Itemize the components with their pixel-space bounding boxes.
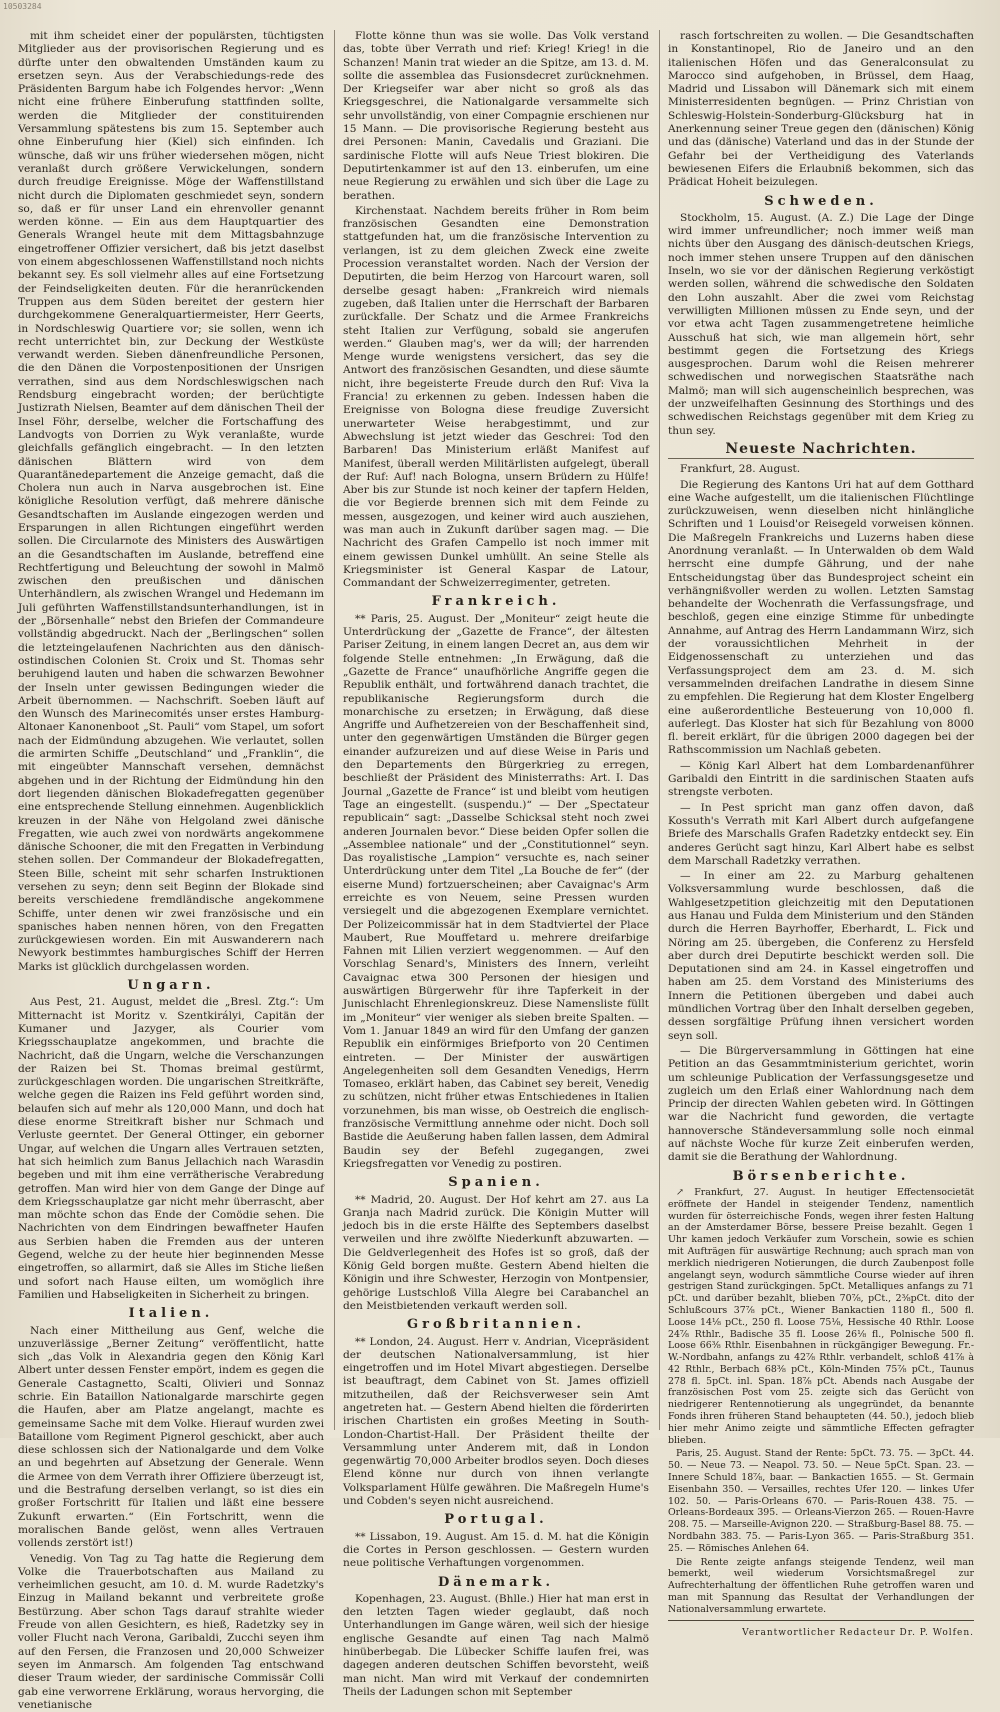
- article-paragraph: Kirchenstaat. Nachdem bereits früher in Rom beim französischen Gesandten eine Demonstration stattgefunden hat, um die französische Intervention zu verlangen, ist zu dem gleichen Zweck eine zweite Procession veranstaltet worden. Nach der Version der Deputirten, die beim Herzog von Harcourt waren, soll derselbe gesagt haben: „Frankreich wird niemals zugeben, daß Italien unter die Herrschaft der Barbaren zurückfalle. Der Schatz und die Armee Frankreichs steht Italien zur Verfügung, sobald sie angerufen werden.“ Glauben mag's, wer da will; der harrenden Menge wurde wenigstens versichert, das sey die Antwort des französischen Gesandten, und diese säumte nicht, ihre begeisterte Freude durch den Ruf: Viva la Francia! zu erkennen zu geben. Indessen haben die Ereignisse von Bologna diese freudige Zuversicht unerwarteter Weise herabgestimmt, und zur Abwechslung ist jetzt wieder das Geschrei: Tod den Barbaren! Das Ministerium erläßt Manifest auf Manifest, überall werden Militärlisten aufgelegt, überall der Ruf: Auf! nach Bologna, unsern Brüdern zu Hülfe! Aber bis zur Stunde ist noch keiner der tapfern Helden, die vor Begierde brennen sich mit dem Feinde zu messen, ausgezogen, und keiner wird auch ausziehen, was man auch in Zukunft darüber sagen mag. — Die Nachricht des Grafen Campello ist noch immer mit einem gewissen Dunkel umhüllt. An seine Stelle als Kriegsminister ist General Kaspar de Latour, Commandant der Schweizerregimenter, getreten.: [343, 204, 649, 590]
- section-heading: Spanien.: [448, 1175, 544, 1191]
- article-paragraph: — Die Bürgerversammlung in Göttingen hat eine Petition an das Gesammtministerium gerichtet, worin um schleunige Publication der Verfassungsgesetze und zugleich um den Erlaß einer Wahlordnung nach dem Princip der directen Wahlen gebeten wird. In Göttingen war die Nachricht fund geworden, die vertagte hannoversche Ständeversammlung solle noch einmal auf nächste Woche für kurze Zeit einberufen werden, damit sie die Berathung der Wahlordnung.: [668, 1044, 974, 1164]
- page-id-label: 10503284: [3, 2, 42, 11]
- market-report-paragraph: Die Rente zeigte anfangs steigende Tendenz, weil man bemerkt, weil wiederum Vorsichtsmaßregel zur Aufrechterhaltung der öffentlichen Ruhe getroffen waren und man mit Spannung das Resultat der Verhandlungen der Nationalversammlung erwartete.: [668, 1556, 974, 1615]
- column-rule: [659, 30, 660, 1430]
- article-paragraph: — König Karl Albert hat dem Lombardenanführer Garibaldi den Eintritt in die sardinischen Staaten aufs strengste verboten.: [668, 759, 974, 799]
- market-report-paragraph: Paris, 25. August. Stand der Rente: 5pCt. 73. 75. — 3pCt. 44. 50. — Neue 73. — Neapol. 73. 50. — Neue 5pCt. Span. 23. — Innere Schuld 18⅞, baar. — Bankactien 1655. — St. Germain Eisenbahn 350. — Versailles, rechtes Ufer 120. — linkes Ufer 102. 50. — Paris-Orleans 670. — Paris-Rouen 438. 75. — Orleans-Bordeaux 395. — Orleans-Vierzon 265. — Rouen-Havre 208. 75. — Marseille-Avignon 220. — Straßburg-Basel 88. 75. — Nordbahn 383. 75. — Paris-Lyon 365. — Paris-Straßburg 351. 25. — Römisches Anlehen 64.: [668, 1448, 974, 1554]
- article-paragraph: Flotte könne thun was sie wolle. Das Volk verstand das, tobte über Verrath und rief: Krieg! Krieg! in die Schanzen! Manin trat wieder an die Spitze, am 13. d. M. sollte die assemblea das Fusionsdecret zurücknehmen. Der Kriegseifer war aber nicht so groß als das Kriegsgeschrei, die Nationalgarde versammelte sich sehr unvollständig, von einer Compagnie erschienen nur 15 Mann. — Die provisorische Regierung besteht aus drei Personen: Manin, Cavedalis und Graziani. Die sardinische Flotte will aufs Neue Triest blokiren. Die Deputirtenkammer ist auf den 13. einberufen, um eine neue Regierung zu erwählen und sich über die Lage zu berathen.: [343, 30, 649, 202]
- section-heading: Dänemark.: [438, 1574, 554, 1590]
- column-left: [18, 30, 324, 1711]
- section-heading: Portugal.: [444, 1512, 548, 1528]
- article-paragraph: mit ihm scheidet einer der populärsten, tüchtigsten Mitglieder aus der provisorischen Regierung und es dürfte unter den obwaltenden Umständen kaum zu ersetzen seyn. Aus der Verabschiedungs-rede des Präsidenten Bargum habe ich Folgendes hervor: „Wenn nicht eine frühere Einberufung stattfinden sollte, werden die Mitglieder der constituirenden Versammlung spätestens bis zum 15. September auch ohne Einberufung hier (Kiel) sich einfinden. Ich wünsche, daß wir uns früher wiedersehen mögen, nicht veranlaßt durch größere Verwickelungen, sondern durch freudige Ereignisse. Möge der Waffenstillstand nicht durch die Diplomaten geschmiedet seyn, sondern so, daß er für unser Land ein ehrenvoller genannt werden könne. — Ein aus dem Hauptquartier des Generals Wrangel heute mit dem Mittagsbahnzuge eingetroffener Offizier versichert, daß bis jetzt daselbst von einem abgeschlossenen Waffenstillstand noch nichts bekannt sey. Es soll vielmehr alles auf eine Fortsetzung der Feindseligkeiten deuten. Für die heranrückenden Truppen aus dem Süden bereitet der gestern hier durchgekommene Generalquartiermeister, Herr Geerts, in Nordschleswig Quartiere vor; sie sollen, wenn ich recht unterrichtet bin, zur Deckung der Westküste verwandt werden. Sieben dänenfreundliche Personen, die den Dänen die Vorpostenpositionen der Unsrigen verrathen, sind aus dem Nordschleswigschen nach Rendsburg eingebracht worden; der berüchtigte Justizrath Nielsen, Beamter auf dem dänischen Theil der Insel Föhr, derselbe, welcher die Fortschaffung des Landvogts von Dorrien zu Wyk veranlaßte, wurde gleichfalls gefänglich eingebracht. — In den letzten dänischen Blättern wird von dem Quarantänedepartement die Anzeige gemacht, daß die Cholera nun auch in Narva ausgebrochen ist. Eine königliche Resolution verfügt, daß mehrere dänische Gesandtschaften im Auslande eingezogen werden und Ersparungen in allen Richtungen eingeführt werden sollen. Die Circularnote des Ministers des Auswärtigen an die Gesandtschaften im Auslande, betreffend eine Rechtfertigung und Beleuchtung der sowohl in Malmö zwischen den preußischen und dänischen Unterhändlern, als zwischen Wrangel und Hedemann im Juli geführten Waffenstillstandsunterhandlungen, ist in der „Börsenhalle“ nebst den Briefen der Commandeure vollständig abgedruckt. Nach der „Berlingschen“ sollen die letzteingelaufenen Nachrichten aus den dänisch-ostindischen Colonien St. Croix und St. Thomas sehr beruhigend lauten und haben die schwarzen Bewohner der Inseln unter gewissen Bedingungen wieder die Arbeit übernommen. — Nachschrift. Soeben läuft auf den Wunsch des Marinecomités unser erstes Hamburg-Altonaer Kanonenboot „St. Pauli“ vom Stapel, um sofort nach der Eidmündung abzugehen. Wie verlautet, sollen die armirten Schiffe „Deutschland“ und „Franklin“, die mit eingeübter Mannschaft versehen, demnächst abgehen und in der Richtung der Eidmündung hin den dort liegenden dänischen Blokadefregatten gegenüber eine entsprechende Stellung einnehmen. Augenblicklich kreuzen in der Nähe von Helgoland zwei dänische Fregatten, wie auch zwei von nordwärts angekommene dänische Schooner, die mit den Fregatten in Verbindung stehen sollen. Der Commandeur der Blokadefregatten, Steen Bille, scheint mit sehr scharfen Instruktionen versehen zu seyn; denn seit Beginn der Blokade sind bereits verschiedene fremdländische angekommene Schiffe, unter denen wir zwei französische und ein spanisches haben nennen hören, von den Fregatten zurückgewiesen worden. Ein mit Auswanderern nach Newyork bestimmtes hamburgisches Schiff der Herren Marks ist glücklich durchgelassen worden.: [18, 30, 324, 973]
- article-paragraph: ** Madrid, 20. August. Der Hof kehrt am 27. aus La Granja nach Madrid zurück. Die Königin Mutter will jedoch bis in die erste Hälfte des Septembers daselbst verweilen und ihre zwölfte Niederkunft abzuwarten. — Die Geldverlegenheit des Hofes ist so groß, daß der König Geld borgen mußte. Gestern Abend hielten die Königin und ihre Schwester, Herzogin von Montpensier, gehörige Lustschloß Villa Alegre bei Carabanchel an den Meistbietenden verkauft werden soll.: [343, 1193, 649, 1312]
- section-heading: Großbritannien.: [407, 1317, 585, 1333]
- article-paragraph: ** London, 24. August. Herr v. Andrian, Vicepräsident der deutschen Nationalversammlung, ist hier eingetroffen und im Hotel Mivart abgestiegen. Derselbe ist beauftragt, dem Cabinet von St. James offiziell mitzutheilen, daß der Reichsverweser sein Amt angetreten hat. — Gestern Abend hielten die förderirten irischen Chartisten ein großes Meeting in South-London-Chartist-Hall. Der Präsident theilte der Versammlung unter Anderem mit, daß in London gegenwärtig 70,000 Arbeiter brodlos seyen. Doch dieses Elend könne nur durch von ihnen verlangte Volksparlament Hülfe gewähren. Die Maßregeln Hume's und Cobden's seyen nicht ausreichend.: [343, 1335, 649, 1508]
- article-paragraph: rasch fortschreiten zu wollen. — Die Gesandtschaften in Konstantinopel, Rio de Janeiro und an den italienischen Höfen und das Generalconsulat zu Marocco sind aufgehoben, in Brüssel, dem Haag, Madrid und Lissabon will Dänemark sich mit einem Ministerresidenten begnügen. — Prinz Christian von Schleswig-Holstein-Sonderburg-Glücksburg hat in Anerkennung seiner Treue gegen den (dänischen) König und das (dänische) Vaterland und das in der Stunde der Gefahr bei der Vertheidigung des Vaterlands bewiesenen Eifers die Erlaubniß bekommen, sich das Prädicat Hoheit beizulegen.: [668, 30, 974, 189]
- market-report: [668, 1557, 974, 1616]
- article-paragraph: ** Paris, 25. August. Der „Moniteur“ zeigt heute die Unterdrückung der „Gazette de France“, der ältesten Pariser Zeitung, in einem langen Decret an, aus dem wir folgende Stelle entnehmen: „In Erwägung, daß die „Gazette de France“ unaufhörliche Angriffe gegen die Republik enthält, und fortwährend danach trachtet, die republikanische Regierungsform durch die monarchische zu ersetzen; in Erwägung, daß diese Angriffe und Aufhetzereien von der Beschaffenheit sind, unter den gegenwärtigen Umständen die Bürger gegen einander aufzureizen und auf diese Weise in Paris und den Departements den Bürgerkrieg zu erregen, beschließt der Präsident des Ministerraths: Art. I. Das Journal „Gazette de France“ ist und bleibt vom heutigen Tage an eingestellt. (suspendu.)“ — Der „Spectateur republicain“ sagt: „Dasselbe Schicksal steht noch zwei anderen Journalen bevor.“ Diese beiden Opfer sollen die „Assemblee nationale“ und der „Constitutionnel“ seyn. Das royalistische „Lampion“ versuchte es, nach seiner Unterdrückung unter dem Titel „La Bouche de fer“ (der eiserne Mund) fortzuerscheinen; aber Cavaignac's Arm erreichte es von Neuem, seine Pressen wurden versiegelt und die abgezogenen Exemplare vernichtet. Der Polizeicommissär hat in dem Stadtviertel der Place Maubert, Rue Mouffetard u. mehrere dreifarbige Fahnen mit Lilien verziert weggenommen. — Auf den Vorschlag Senard's, Ministers des Innern, verleiht Cavaignac etwa 300 Personen der hiesigen und auswärtigen Bürgerwehr für ihre Tapferkeit in der Junischlacht Ehrenlegionskreuz. Diese Namensliste füllt im „Moniteur“ vier weniger als sieben breite Spalten. — Vom 1. Januar 1849 an wird für den Umfang der ganzen Republik ein einförmiges Briefporto von 20 Centimen eintreten. — Der Minister der auswärtigen Angelegenheiten soll dem Gesandten Venedigs, Herrn Tomaseo, erklärt haben, das Cabinet sey bereit, Venedig zu schützen, nicht früher etwas Entschiedenes in Italien vorzunehmen, bis man wisse, ob Oestreich die englisch-französische Vermittlung annehme oder nicht. Doch soll Bastide die Aeußerung haben fallen lassen, dem Admiral Baudin sey der Befehl zugegangen, zwei Kriegsfregatten vor Venedig zu postiren.: [343, 612, 649, 1170]
- article-paragraph: Venedig. Von Tag zu Tag hatte die Regierung dem Volke die Trauerbotschaften aus Mailand zu verheimlichen gesucht, am 10. d. M. wurde Radetzky's Einzug in Mailand bekannt und verbreitete große Bestürzung. Aber schon Tags darauf strahlte wieder Freude von allen Gesichtern, es hieß, Radetzky sey in voller Flucht nach Verona, Garibaldi, Zucchi seyen ihm auf den Fersen, die Franzosen und 20,000 Schweizer seyen im Anmarsch. Am folgenden Tag entschwand dieser Traum wieder, der sardinische Commissär Colli gab eine verworrene Erklärung, woraus hervorging, die venetianische: [18, 1552, 324, 1711]
- column-middle: [343, 30, 649, 1698]
- section-heading: Italien.: [128, 1306, 214, 1322]
- column-rule: [334, 30, 335, 1430]
- article-paragraph: Stockholm, 15. August. (A. Z.) Die Lage der Dinge wird immer unfreundlicher; noch immer weiß man nichts über den Ausgang des dänisch-deutschen Kriegs, noch immer stehen unsere Truppen auf den dänischen Inseln, wo sie vor der dänischen Regierung verköstigt werden sollen, während die schwedische den Soldaten den Lohn auszahlt. Aber die zwei vom Reichstag verwilligten Millionen müssen zu Ende seyn, und der vor etwa acht Tagen zusammengetretene heimliche Ausschuß hat sich, wie man allgemein hört, sehr bestimmt gegen die Fortsetzung des Kriegs ausgesprochen. Darum wohl die Reisen mehrerer schwedischen und norwegischen Staatsräthe nach Malmö; man will sich augenscheinlich besprechen, was der unzweifelhaften Gesinnung des Storthings und des schwedischen Reichstags gegenüber mit dem Krieg zu thun sey.: [668, 211, 974, 437]
- article-paragraph: Kopenhagen, 23. August. (Bhlle.) Hier hat man erst in den letzten Tagen wieder geglaubt, daß noch Unterhandlungen im Gange wären, weil sich der hiesige englische Gesandte auf einen Tag nach Malmö hinüberbegab. Die Lübecker Schiffe laufen frei, was dagegen anderen deutschen Schiffen bevorsteht, weiß man nicht. Man wird mit Verkauf der condemnirten Theils der Ladungen schon mit September: [343, 1592, 649, 1698]
- article-paragraph: — In einer am 22. zu Marburg gehaltenen Volksversammlung wurde beschlossen, daß die Wahlgesetzpetition gleichzeitig mit den Deputationen aus Hanau und Fulda dem Ministerium und den Ständen durch die Herren Bayrhoffer, Eberhardt, L. Fick und Nöring am 25. übergeben, die Conferenz zu Hersfeld aber durch drei Deputirte beschickt werden soll. Die Deputationen sind am 24. in Kassel eingetroffen und haben am 25. dem Vorstand des Ministeriums des Innern die Petitionen übergeben und dabei auch mündlichen Vortrag über den Inhalt derselben gegeben, dessen sorgfältige Prüfung ihnen versichert worden seyn soll.: [668, 870, 974, 1042]
- section-heading: Ungarn.: [127, 978, 215, 994]
- market-report: [668, 1448, 974, 1554]
- article-paragraph: Frankfurt, 28. August.: [680, 463, 801, 476]
- market-report: [668, 1187, 974, 1447]
- article-paragraph: Nach einer Mittheilung aus Genf, welche die unzuverlässige „Berner Zeitung“ veröffentlicht, hatte sich „das Volk in Alexandria gegen den König Karl Albert unter dessen Fenster empört, indem es gegen die Generale Castagnetto, Scalti, Olivieri und Sonnaz schrie. Ein Bataillon Nationalgarde marschirte gegen die Haufen, aber am Platze angelangt, machte es gemeinsame Sache mit dem Volke. Hierauf wurden zwei Bataillone vom Regiment Pignerol geschickt, aber auch diese schlossen sich der Nationalgarde und dem Volke an und begehrten auf Absetzung der Generale. Wenn die Armee von dem Verrath ihrer Offiziere überzeugt ist, und die Bestrafung derselben verlangt, so ist dies ein großer Fortschritt für Italien und läßt eine bessere Zukunft erwarten.“ (Ein Fortschritt, wenn die moralischen Bande gelöst, wenn alles Vertrauen vollends zerstört ist!): [18, 1324, 324, 1550]
- section-heading: Börsenberichte.: [732, 1168, 910, 1184]
- article-paragraph: — In Pest spricht man ganz offen davon, daß Kossuth's Verrath mit Karl Albert durch aufgefangene Briefe des Marschalls Grafen Radetzky entdeckt sey. Ein anderes Gerücht sagt hinzu, Karl Albert habe es selbst dem Marschall Radetzky verrathen.: [668, 801, 974, 867]
- column-right: [668, 30, 974, 1638]
- section-heading: Schweden.: [764, 193, 878, 209]
- market-report-paragraph: ↗ Frankfurt, 27. August. In heutiger Effectensocietät eröffnete der Handel in steigender Tendenz, namentlich wurden für österreichische Fonds, wegen ihrer festen Haltung an der Amsterdamer Börse, bessere Preise bezahlt. Gegen 1 Uhr kamen jedoch Verkäufer zum Vorschein, sowie es schien mit Aufträgen für auswärtige Rechnung; auch sprach man von merklich niedrigeren Notierungen, die durch Zaubenpost folle angelangt seyn, wodurch sämmtliche Course wieder auf ihren gestrigen Stand zurückgingen. 5pCt. Metalliques anfangs zu 71 pCt. und darüber bezahlt, blieben 70⅞, pCt., 2⅜pCt. dito der Schlußcours 37⅞ pCt., Wiener Bankactien 1180 fl., 500 fl. Loose 14⅛ pCt., 250 fl. Loose 75⅛, Hessische 40 Rthlr. Loose 24⅞ Rthlr., Badische 35 fl. Loose 26⅛ fl., Polnische 500 fl. Loose 66⅜ Rthlr. Eisenbahnen in rückgängiger Bewegung. Fr.-W.-Nordbahn, anfangs zu 42⅞ Rthlr. verbandelt, schloß 41⅞ à 42 Rthlr., Berbach 68⅜ pCt., Köln-Minden 75⅞ pCt., Taunus 278 fl. 5pCt. inl. Span. 18⅞ pCt. Abends nach Ausgabe der französischen Post vom 25. zeigte sich das Gerücht von niedrigerer Rentennotierung als ungegründet, da benannte Fonds ihren früheren Stand behaupteten (44. 50.), jedoch blieb hier mehr Animo zeigte und sämmtliche Effecten gefragter blieben.: [668, 1186, 974, 1446]
- section-heading: Frankreich.: [431, 594, 561, 610]
- article-paragraph: ** Lissabon, 19. August. Am 15. d. M. hat die Königin die Cortes in Person geschlossen. — Gestern wurden neue politische Verhaftungen vorgenommen.: [343, 1530, 649, 1570]
- article-paragraph: Aus Pest, 21. August, meldet die „Bresl. Ztg.“: Um Mitternacht ist Moritz v. Szentkirályi, Capitän der Kumaner und Jazyger, als Courier vom Kriegsschauplatze angekommen, und brachte die Nachricht, daß die Ungarn, welche die Verschanzungen der Raizen bei St. Thomas breimal gestürmt, zurückgeschlagen worden. Die ungarischen Streitkräfte, welche gegen die Raizen ins Feld geführt worden sind, belaufen sich auf mehr als 120,000 Mann, und doch hat diese enorme Streitkraft bisher nur Schmach und Verluste geerntet. Der General Ottinger, ein geborner Ungar, auf welchen die Ungarn alles Vertrauen setzten, hat sich heimlich zum Banus Jellachich nach Warasdin begeben und mit ihm eine verrätherische Verabredung getroffen. Man wird hier von dem Gange der Dinge auf dem Kriegsschauplatze gar nicht mehr überrascht, aber man möchte schon das Ende der Comödie sehen. Die Nachrichten von dem Eindringen bewaffneter Haufen aus Serbien haben die Fremden aus der unteren Gegend, welche zu der heute hier beginnenden Messe eingetroffen, so allarmirt, daß sie Alles im Stiche ließen und sofort nach Hause eilten, um womöglich ihre Familien und Habseligkeiten in Sicherheit zu bringen.: [18, 996, 324, 1301]
- signature-rule: [668, 1620, 974, 1621]
- section-heading: Neueste Nachrichten.: [668, 443, 974, 459]
- article-paragraph: Die Regierung des Kantons Uri hat auf dem Gotthard eine Wache aufgestellt, um die italienischen Flüchtlinge zurückzuweisen, wenn dieselben nicht hinlängliche Schriften und 1 Louisd'or Reisegeld vorweisen können. Die Maßregeln Frankreichs und Luzerns haben diese Anordnung veranlaßt. — In Unterwalden ob dem Wald herrscht eine dumpfe Gährung, und der nahe Entscheidungstag über das Bundesproject scheint ein verhängnißvoller werden zu wollen. Letzten Samstag behandelte der Wochenrath die Verfassungsfrage, und beschloß, gegen eine einzige Stimme für unbedingte Annahme, auf Antrag des Herrn Landammann Wirz, sich der voraussichtlichen Mehrheit in der Eidgenossenschaft zu unterziehen und das Verfassungsproject dem am 23. d. M. sich versammelnden dreifachen Landrathe in diesem Sinne zu empfehlen. Die Regierung hat dem Kloster Engelberg eine außerordentliche Besteuerung von 10,000 fl. auferlegt. Das Kloster hat sich für Bezahlung von 8000 fl. bereit erklärt, für die übrigen 2000 dagegen bei der Rathscommission um Nachlaß gebeten.: [668, 478, 974, 757]
- editor-signature: Verantwortlicher Redacteur Dr. P. Wolfen.: [742, 1627, 974, 1638]
